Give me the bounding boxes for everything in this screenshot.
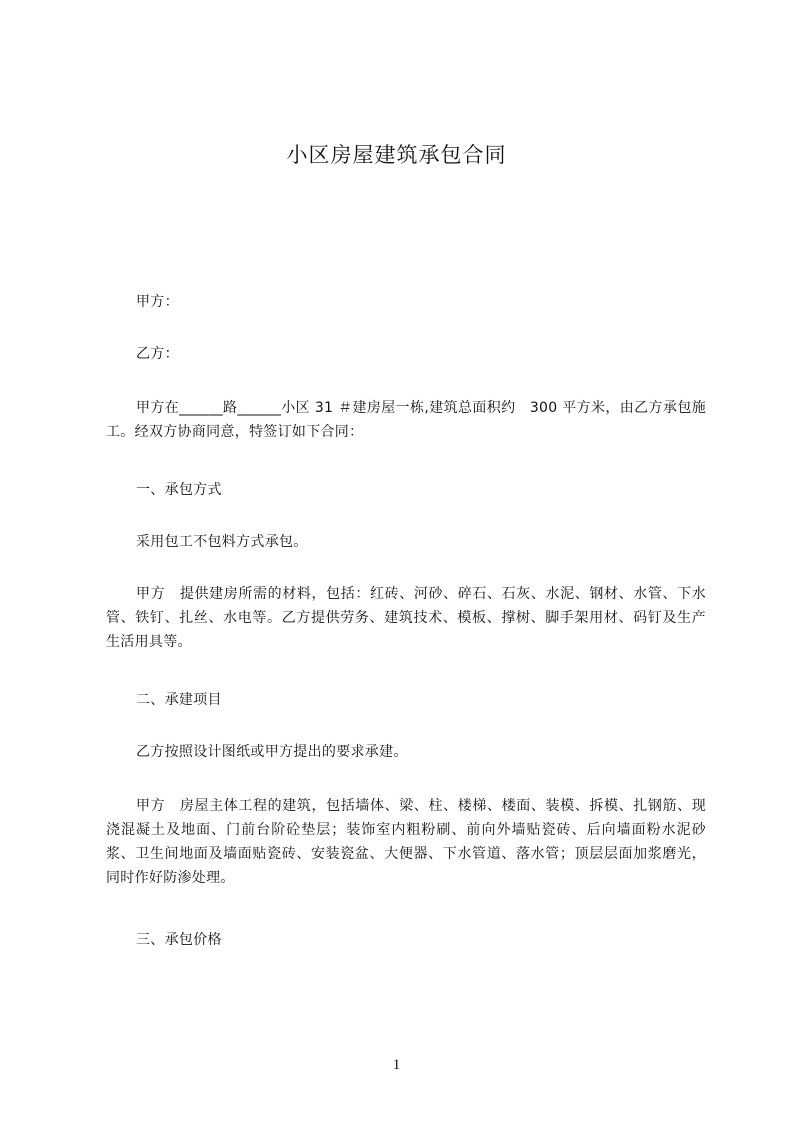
section-2-paragraph-2: 甲方 房屋主体工程的建筑，包括墙体、梁、柱、楼梯、楼面、装模、拆模、扎钢筋、现浇混凝土及地面、门前台阶砼垫层；装饰室内粗粉刷、前向外墙贴瓷砖、后向墙面粉水泥砂浆、卫生间地面及墙面贴瓷砖、安装瓷盆、大便器、下水管道、落水管；顶层层面加浆磨光，同时作好防渗处理。 xyxy=(106,798,706,886)
intro-paragraph: 甲方在______路______小区 31 ＃建房屋一栋,建筑总面积约 300 平方米，由乙方承包施工。经双方协商同意，特签订如下合同： xyxy=(106,400,706,440)
party-b-line: 乙方： xyxy=(136,346,179,362)
section-1-paragraph-2: 甲方 提供建房所需的材料，包括：红砖、河砂、碎石、石灰、水泥、钢材、水管、下水管、铁钉、扎丝、水电等。乙方提供劳务、建筑技术、模板、撑树、脚手架用材、码钉及生产生活用具等。 xyxy=(106,586,706,650)
party-a-line: 甲方： xyxy=(136,294,179,310)
section-1-heading: 一、承包方式 xyxy=(136,482,222,498)
document-title: 小区房屋建筑承包合同 xyxy=(286,143,507,167)
section-3-heading: 三、承包价格 xyxy=(136,932,222,948)
section-2-paragraph-1: 乙方按照设计图纸或甲方提出的要求承建。 xyxy=(136,744,408,760)
page-number: 1 xyxy=(392,1057,401,1073)
section-1-paragraph-1: 采用包工不包料方式承包。 xyxy=(136,534,308,550)
section-2-heading: 二、承建项目 xyxy=(136,692,222,708)
